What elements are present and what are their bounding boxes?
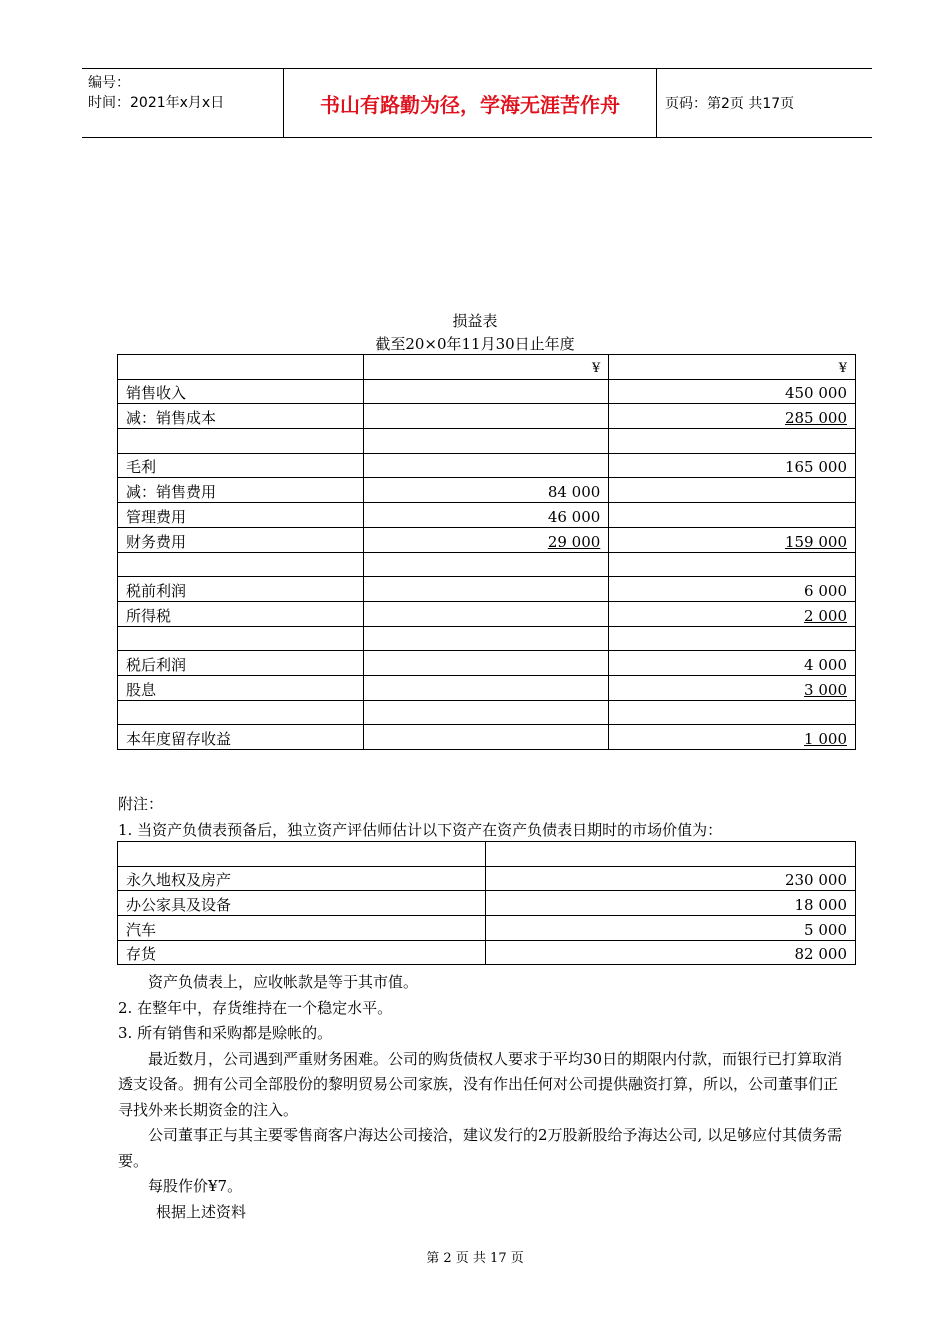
paragraph-1: 最近数月，公司遇到严重财务困难。公司的购货债权人要求于平均30日的期限内付款，而银行已打算取消透支设备。拥有公司全部股份的黎明贸易公司家族，没有作出任何对公司提供融资打算，所以，公司董事们正寻找外来长期资金的注入。	[118, 1049, 843, 1119]
amount-col-2: 159 000	[609, 527, 856, 552]
amount-col-2: 165 000	[609, 453, 856, 478]
table-row	[118, 842, 856, 867]
notes-continued	[118, 970, 848, 1225]
table-row	[118, 404, 856, 429]
table-row	[118, 651, 856, 676]
row-label: 所得税	[118, 601, 364, 626]
table-row	[118, 940, 856, 965]
row-label: 税后利润	[118, 651, 364, 676]
asset-value: 5 000	[486, 916, 856, 941]
amount-col-1	[363, 700, 609, 725]
amount-col-1	[363, 552, 609, 577]
notes-heading: 附注：	[118, 795, 164, 813]
paragraph-4: 根据上述资料	[156, 1202, 247, 1221]
table-row	[118, 552, 856, 577]
table-row	[118, 355, 856, 380]
row-label: 减：销售成本	[118, 404, 364, 429]
amount-col-1	[363, 675, 609, 700]
row-label	[118, 626, 364, 651]
note-item-2: 2. 在整年中，存货维持在一个稳定水平。	[118, 998, 393, 1017]
number-label: 编号：	[88, 75, 130, 91]
time-label: 时间：2021年x月x日	[88, 95, 225, 111]
row-label: 管理费用	[118, 503, 364, 528]
amount-col-2: 4 000	[609, 651, 856, 676]
table-row	[118, 891, 856, 916]
row-label	[118, 355, 364, 380]
asset-values-table	[117, 841, 856, 965]
row-label	[118, 700, 364, 725]
asset-value: 18 000	[486, 891, 856, 916]
amount-col-2	[609, 478, 856, 503]
amount-col-1	[363, 379, 609, 404]
table-row	[118, 527, 856, 552]
amount-col-1: 46 000	[363, 503, 609, 528]
table-row	[118, 503, 856, 528]
row-label: 财务费用	[118, 527, 364, 552]
row-label: 本年度留存收益	[118, 725, 364, 750]
row-label: 股息	[118, 675, 364, 700]
amount-col-1	[363, 725, 609, 750]
amount-col-1: 84 000	[363, 478, 609, 503]
amount-col-2: 1 000	[609, 725, 856, 750]
note-item-1: 1. 当资产负债表预备后，独立资产评估师估计以下资产在资产负债表日期时的市场价值为：	[118, 820, 723, 839]
table-row	[118, 916, 856, 941]
table-row	[118, 700, 856, 725]
table-row	[118, 725, 856, 750]
amount-col-1	[363, 453, 609, 478]
amount-col-1: ¥	[363, 355, 609, 380]
page-header	[82, 68, 872, 138]
amount-col-2	[609, 626, 856, 651]
amount-col-1	[363, 651, 609, 676]
amount-col-2: ¥	[609, 355, 856, 380]
amount-col-2: 2 000	[609, 601, 856, 626]
table-row	[118, 601, 856, 626]
amount-col-1	[363, 601, 609, 626]
table-row	[118, 379, 856, 404]
amount-col-2: 6 000	[609, 577, 856, 602]
amount-col-1	[363, 404, 609, 429]
row-label: 毛利	[118, 453, 364, 478]
header-page-info: 页码：第2页 共17页	[665, 96, 795, 112]
header-meta	[82, 69, 284, 137]
statement-subtitle: 截至20×0年11月30日止年度	[375, 335, 575, 353]
amount-col-2	[609, 429, 856, 454]
amount-col-2: 450 000	[609, 379, 856, 404]
asset-label: 存货	[118, 940, 486, 965]
note-receivables: 资产负债表上，应收帐款是等于其市值。	[148, 973, 419, 991]
amount-col-1	[363, 626, 609, 651]
amount-col-2: 285 000	[609, 404, 856, 429]
table-row	[118, 626, 856, 651]
table-row	[118, 429, 856, 454]
row-label: 减：销售费用	[118, 478, 364, 503]
header-motto: 书山有路勤为径，学海无涯苦作舟	[284, 69, 657, 137]
amount-col-2	[609, 503, 856, 528]
notes-section	[118, 792, 848, 843]
table-row	[118, 675, 856, 700]
amount-col-2	[609, 552, 856, 577]
row-label: 税前利润	[118, 577, 364, 602]
asset-label: 永久地权及房产	[118, 866, 486, 891]
amount-col-1	[363, 577, 609, 602]
table-row	[118, 577, 856, 602]
asset-value	[486, 842, 856, 867]
statement-title: 损益表	[452, 312, 498, 330]
amount-col-2: 3 000	[609, 675, 856, 700]
page-footer: 第 2 页 共 17 页	[426, 1251, 524, 1266]
asset-value: 82 000	[486, 940, 856, 965]
asset-label: 汽车	[118, 916, 486, 941]
asset-value: 230 000	[486, 866, 856, 891]
amount-col-2	[609, 700, 856, 725]
asset-label: 办公家具及设备	[118, 891, 486, 916]
note-item-3: 3. 所有销售和采购都是赊帐的。	[118, 1024, 333, 1042]
table-row	[118, 478, 856, 503]
amount-col-1: 29 000	[363, 527, 609, 552]
paragraph-2: 公司董事正与其主要零售商客户海达公司接洽，建议发行的2万股新股给予海达公司, 以足够应付其债务需要。	[118, 1126, 843, 1170]
row-label	[118, 429, 364, 454]
asset-label	[118, 842, 486, 867]
paragraph-3: 每股作价¥7。	[148, 1177, 243, 1195]
income-statement-table	[117, 354, 856, 750]
table-row	[118, 453, 856, 478]
table-row	[118, 866, 856, 891]
amount-col-1	[363, 429, 609, 454]
row-label: 销售收入	[118, 379, 364, 404]
row-label	[118, 552, 364, 577]
